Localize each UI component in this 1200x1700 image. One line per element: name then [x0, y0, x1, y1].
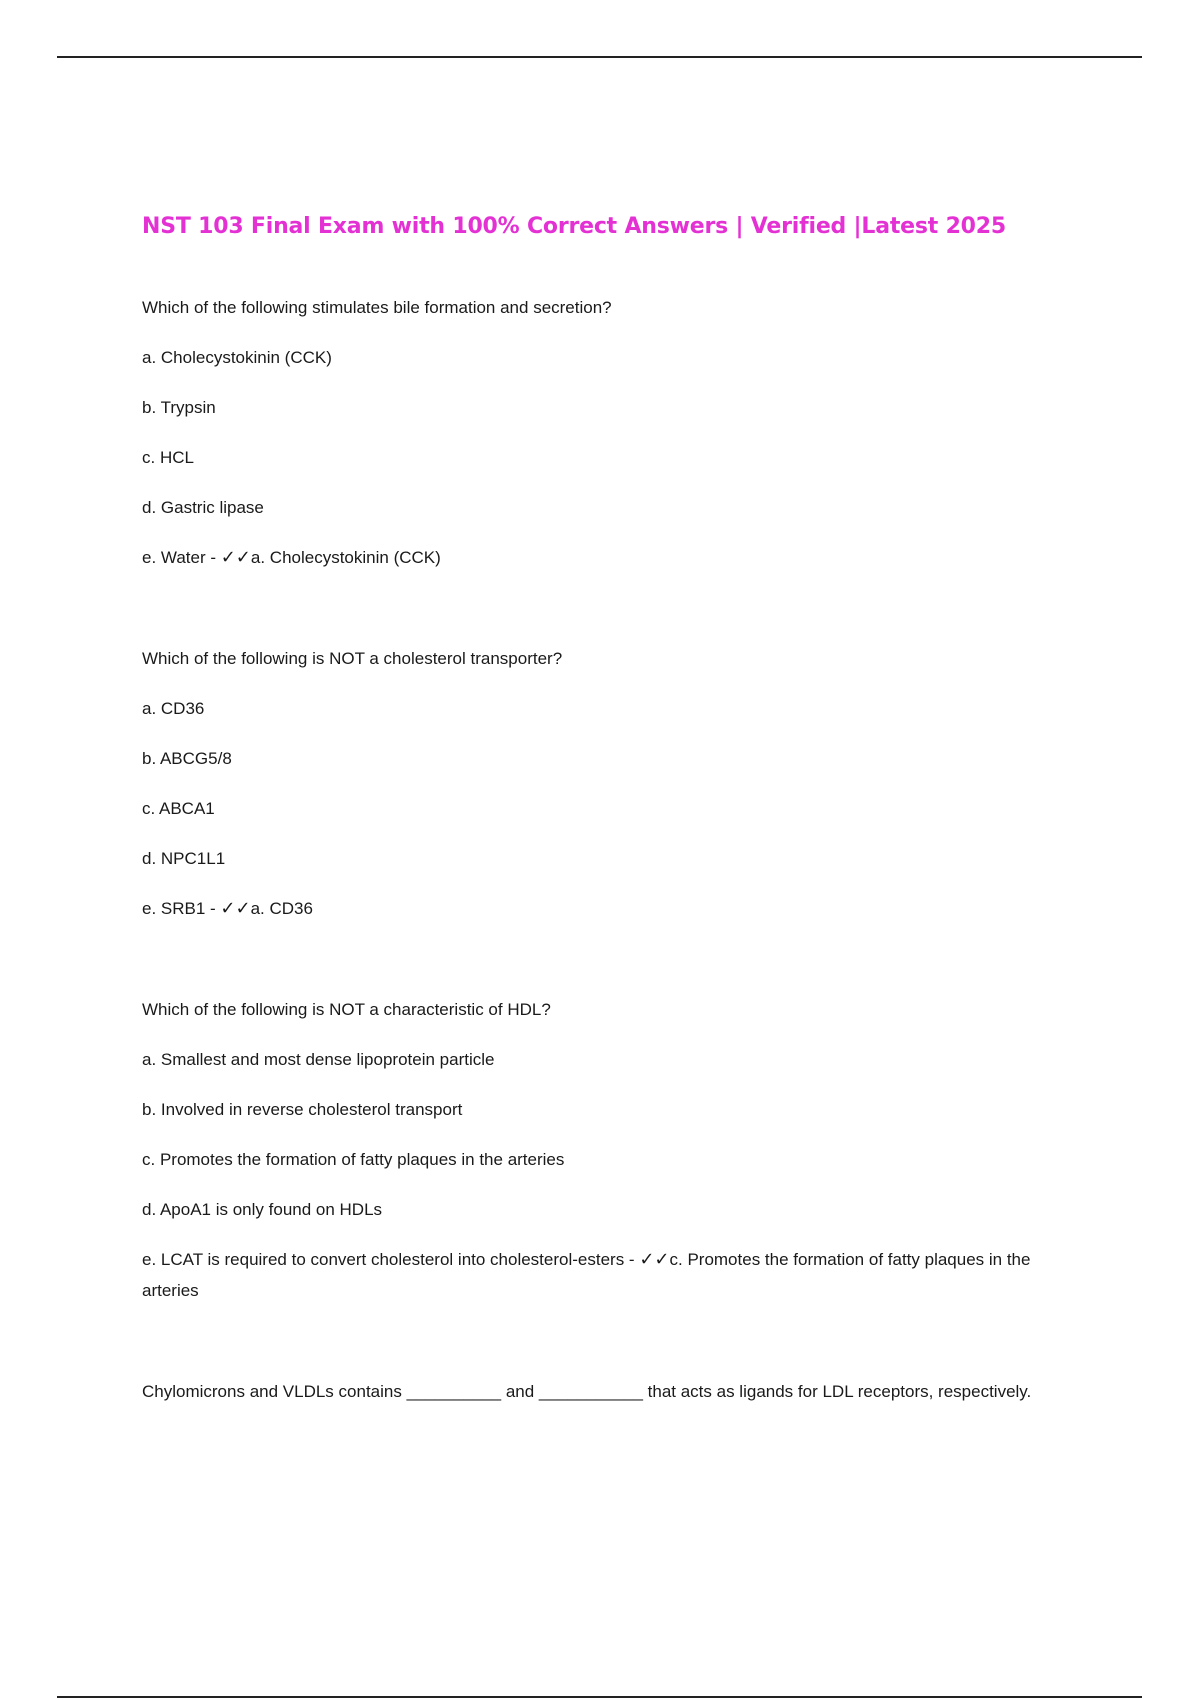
question-4: [142, 1376, 1042, 1407]
top-rule: [57, 56, 1142, 58]
option-a: a. Cholecystokinin (CCK): [142, 348, 332, 367]
option-e: e. SRB1 -: [142, 899, 221, 918]
question-3: [142, 994, 1042, 1306]
option-c: c. HCL: [142, 448, 194, 467]
document-title: NST 103 Final Exam with 100% Correct Answers | Verified |Latest 2025: [142, 214, 1006, 239]
question-1: [142, 292, 1042, 573]
option-d: d. Gastric lipase: [142, 498, 264, 517]
option-d: d. NPC1L1: [142, 849, 226, 868]
document-body: [142, 214, 1042, 1477]
option-e-with-answer: [142, 1244, 1042, 1306]
option-e-with-answer: [142, 893, 1042, 924]
option-b: b. Trypsin: [142, 398, 216, 417]
option-c: c. Promotes the formation of fatty plaques in the arteries: [142, 1150, 565, 1169]
answer: a. CD36: [250, 899, 313, 918]
question-prompt: Which of the following is NOT a cholesterol transporter?: [142, 649, 563, 668]
answer: c. Promotes the formation of fatty plaques in the arteries: [142, 1250, 1031, 1300]
option-d: d. ApoA1 is only found on HDLs: [142, 1200, 383, 1219]
option-e-with-answer: [142, 542, 1042, 573]
fill-in-prompt: Chylomicrons and VLDLs contains __________ and ___________ that acts as ligands for LDL receptors, respectively.: [142, 1382, 1032, 1401]
check-icon: ✓✓: [220, 898, 251, 919]
option-b: b. Involved in reverse cholesterol transport: [142, 1100, 463, 1119]
option-e: e. LCAT is required to convert cholesterol into cholesterol-esters -: [142, 1250, 640, 1269]
option-a: a. Smallest and most dense lipoprotein particle: [142, 1050, 495, 1069]
option-b: b. ABCG5/8: [142, 749, 232, 768]
question-prompt: Which of the following is NOT a characteristic of HDL?: [142, 1000, 551, 1019]
question-2: [142, 643, 1042, 924]
check-icon: ✓✓: [639, 1249, 670, 1270]
question-prompt: Which of the following stimulates bile formation and secretion?: [142, 298, 612, 317]
bottom-rule: [57, 1696, 1142, 1698]
answer: a. Cholecystokinin (CCK): [250, 548, 441, 567]
option-a: a. CD36: [142, 699, 205, 718]
option-e: e. Water -: [142, 548, 221, 567]
check-icon: ✓✓: [220, 547, 251, 568]
option-c: c. ABCA1: [142, 799, 215, 818]
